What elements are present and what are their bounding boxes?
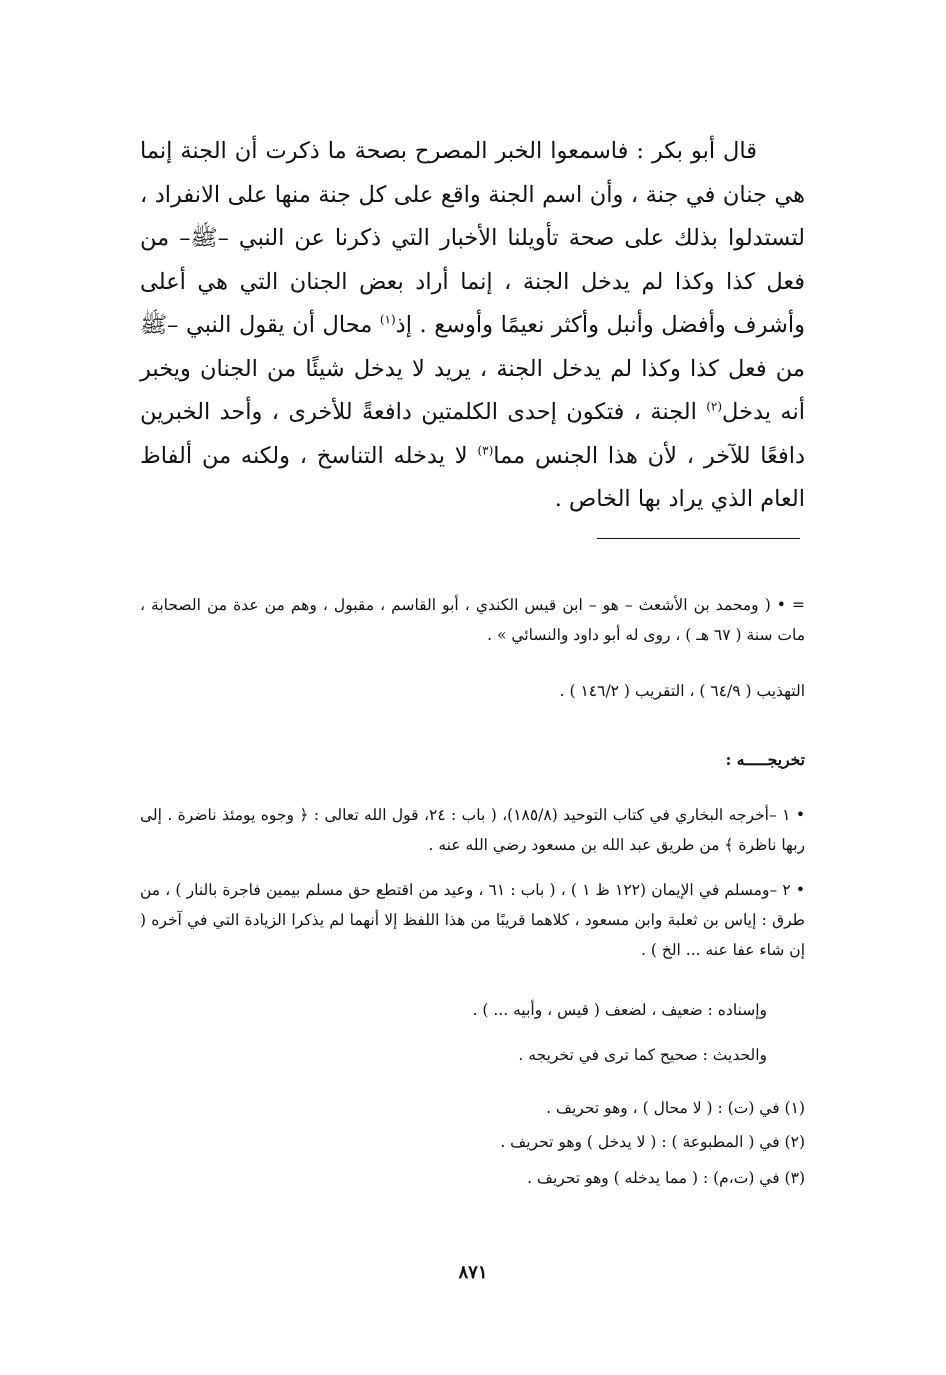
footnote-ref-2: (٢) — [706, 399, 723, 414]
main-text-part-1: قال أبو بكر : فاسمعوا الخبر المصرح بصحة ما ذكرت أن الجنة إنما هي جنان في جنة ، وأن اسم الجنة واقع على كل جنة منها على الانفراد ، لتستدلوا بذلك على صحة تأويلنا الأخبار التي ذكرنا عن النبي –ﷺ– من فعل كذا وكذا لم يدخل الجنة ، إنما أراد بعض الجنان التي هي أعلى وأشرف وأفضل وأنبل وأكثر نعيمًا وأوسع . إذ — [140, 138, 805, 338]
footnote-3-text: (٣) في (ت،م) : ( مما يدخله ) وهو تحريف . — [527, 1169, 805, 1187]
footnote-references-text: التهذيب ( ٦٤/٩ ) ، التقريب ( ١٤٦/٢ ) . — [559, 682, 805, 700]
takhrij-heading-text: تخريجـــــه : — [725, 750, 805, 769]
main-text-part-2: محال أن يقول النبي –ﷺ من فعل كذا وكذا لم يدخل الجنة ، يريد لا يدخل شيئًا من الجنان ويخبر أنه يدخل — [140, 312, 805, 425]
footnote-2 — [140, 1127, 805, 1157]
takhrij-item-2-text: • ٢ –ومسلم في الإيمان (١٢٢ ظ ١ ) ، ( باب : ٦١ ، وعيد من اقتطع حق مسلم بيمين فاجرة بالنار ) ، من طرق : إياس بن ثعلبة وابن مسعود ، كلاهما قريبًا من هذا اللفظ إلا أنهما لم يذكرا الزيادة التي في آخره ( إن شاء عفا عنه ... الخ ) . — [140, 881, 805, 959]
main-text-part-3: الجنة ، فتكون إحدى الكلمتين دافعةً للأخرى ، وأحد الخبرين دافعًا للآخر ، لأن هذا الجنس مما — [140, 399, 805, 469]
footnote-separator — [597, 538, 800, 539]
isnad-grading — [140, 995, 805, 1025]
takhrij-item-1 — [140, 800, 805, 860]
takhrij-item-1-text: • ١ –أخرجه البخاري في كتاب التوحيد (١٨٥/٨)، ( باب : ٢٤، قول الله تعالى : ﴿ وجوه يومئذ ناضرة . إلى ربها ناظرة ﴾ من طريق عبد الله بن مسعود رضي الله عنه . — [140, 806, 805, 854]
footnote-1 — [140, 1093, 805, 1123]
isnad-grading-text: وإسناده : ضعيف ، لضعف ( قيس ، وأبيه ... ) . — [472, 1001, 767, 1019]
hadith-grading — [140, 1040, 805, 1070]
footnote-ref-3: (٣) — [477, 443, 494, 457]
main-paragraph — [140, 130, 805, 522]
takhrij-item-2 — [140, 875, 805, 965]
footnote-continuation — [140, 590, 805, 650]
takhrij-heading — [140, 745, 805, 775]
main-text-block — [140, 130, 805, 522]
hadith-grading-text: والحديث : صحيح كما ترى في تخريجه . — [518, 1046, 767, 1064]
footnote-2-text: (٢) في ( المطبوعة ) : ( لا يدخل ) وهو تحريف . — [500, 1133, 805, 1151]
main-text-part-4: لا يدخله التناسخ ، ولكنه من ألفاظ العام الذي يراد بها الخاص . — [140, 442, 805, 512]
footnote-3 — [140, 1163, 805, 1193]
footnote-references — [140, 676, 805, 706]
footnote-continuation-text: = • ( ومحمد بن الأشعث – هو – ابن قيس الكندي ، أبو القاسم ، مقبول ، وهم من عدة من الصحابة ، مات سنة ( ٦٧ هـ ) ، روى له أبو داود والنسائي » . — [140, 596, 805, 644]
footnote-1-text: (١) في (ت) : ( لا محال ) ، وهو تحريف . — [546, 1099, 805, 1117]
footnote-ref-1: (١) — [379, 312, 396, 327]
page-number: ٨٧١ — [458, 1262, 488, 1283]
